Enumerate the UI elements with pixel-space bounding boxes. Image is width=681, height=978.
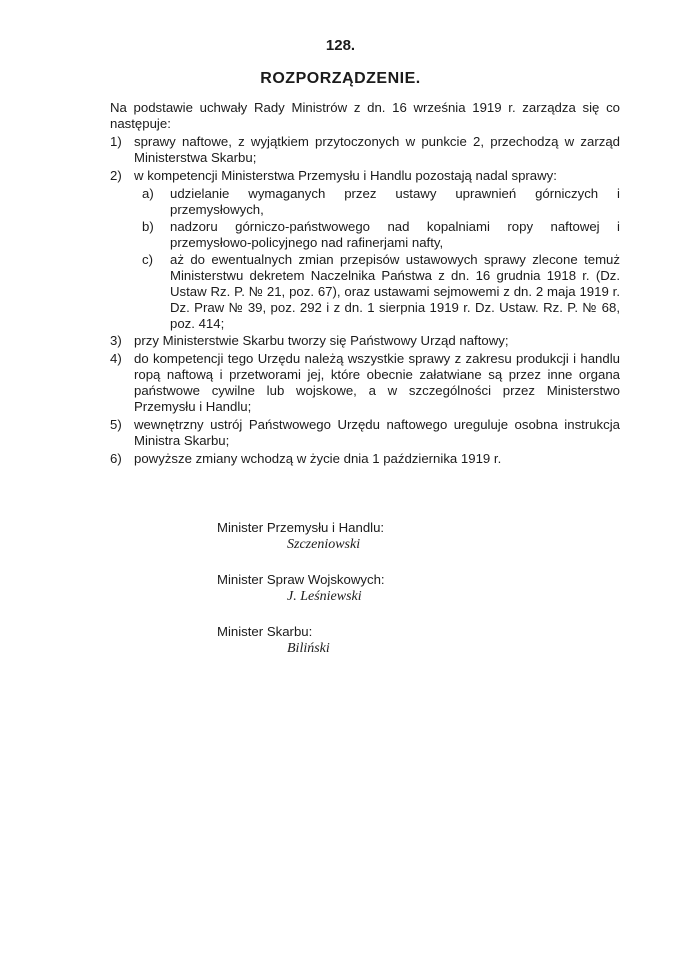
signature-block-military — [217, 571, 385, 605]
sub-item-b — [110, 219, 620, 251]
list-item-1 — [110, 134, 620, 166]
document-title: ROZPORZĄDZENIE. — [260, 70, 421, 87]
item-text: w kompetencji Ministerstwa Przemysłu i Handlu pozostają nadal sprawy: — [134, 168, 557, 183]
sub-item-text: udzielanie wymaganych przez ustawy uprawnień górniczych i przemysłowych, — [170, 186, 620, 217]
sub-item-text: nadzoru górniczo-państwowego nad kopalniami ropy naftowej i przemysłowo-policyjnego nad rafinerjami nafty, — [170, 219, 620, 250]
document-body — [110, 100, 620, 469]
signature-name: Biliński — [287, 641, 330, 656]
signature-role: Minister Skarbu: — [217, 624, 313, 639]
sub-item-letter: b) — [142, 219, 154, 234]
item-number: 2) — [110, 168, 122, 183]
item-number: 5) — [110, 417, 122, 432]
sub-item-letter: c) — [142, 252, 153, 267]
item-number: 1) — [110, 134, 122, 149]
signature-block-industry — [217, 519, 384, 553]
item-number: 6) — [110, 451, 122, 466]
item-text: do kompetencji tego Urzędu należą wszystkie sprawy z zakresu produkcji i handlu ropą naftową i przetworami jej, które obecnie załatwiane są przez inne organa państwowe cywilne lub wojskowe, a w szczególności przez Ministerstwo Przemysłu i Handlu; — [134, 351, 620, 414]
item-number: 3) — [110, 333, 122, 348]
page-number: 128. — [325, 37, 356, 54]
item-text: powyższe zmiany wchodzą w życie dnia 1 października 1919 r. — [134, 451, 502, 466]
signature-name: J. Leśniewski — [287, 589, 362, 604]
list-item-3 — [110, 333, 620, 349]
signature-block-treasury — [217, 623, 330, 657]
list-item-4 — [110, 351, 620, 415]
item-number: 4) — [110, 351, 122, 366]
signature-name: Szczeniowski — [287, 537, 361, 552]
list-item-2 — [110, 168, 620, 184]
item-text: sprawy naftowe, z wyjątkiem przytoczonych w punkcie 2, przechodzą w zarząd Ministerstwa Skarbu; — [134, 134, 620, 165]
sub-item-a — [110, 186, 620, 218]
intro-paragraph: Na podstawie uchwały Rady Ministrów z dn. 16 września 1919 r. zarządza się co następuje: — [110, 100, 620, 131]
item-text: przy Ministerstwie Skarbu tworzy się Państwowy Urząd naftowy; — [134, 333, 509, 348]
sub-item-letter: a) — [142, 186, 154, 201]
sub-item-text: aż do ewentualnych zmian przepisów ustawowych sprawy zlecone temuż Ministerstwu dekretem Naczelnika Państwa z dn. 16 grudnia 1918 r. (Dz. Ustaw Rz. P. № 21, poz. 67), oraz ustawami sejmowemi z dn. 2 maja 1919 r. Dz. Praw № 39, poz. 292 i z dn. 1 sierpnia 1919 r. Dz. Ustaw. Rz. P. № 68, poz. 414; — [170, 252, 620, 331]
signature-role: Minister Przemysłu i Handlu: — [217, 520, 385, 535]
sub-item-c — [110, 252, 620, 332]
item-text: wewnętrzny ustrój Państwowego Urzędu naftowego ureguluje osobna instrukcja Ministra Skarbu; — [134, 417, 620, 448]
list-item-5 — [110, 417, 620, 449]
signature-role: Minister Spraw Wojskowych: — [217, 572, 385, 587]
list-item-6 — [110, 451, 620, 467]
